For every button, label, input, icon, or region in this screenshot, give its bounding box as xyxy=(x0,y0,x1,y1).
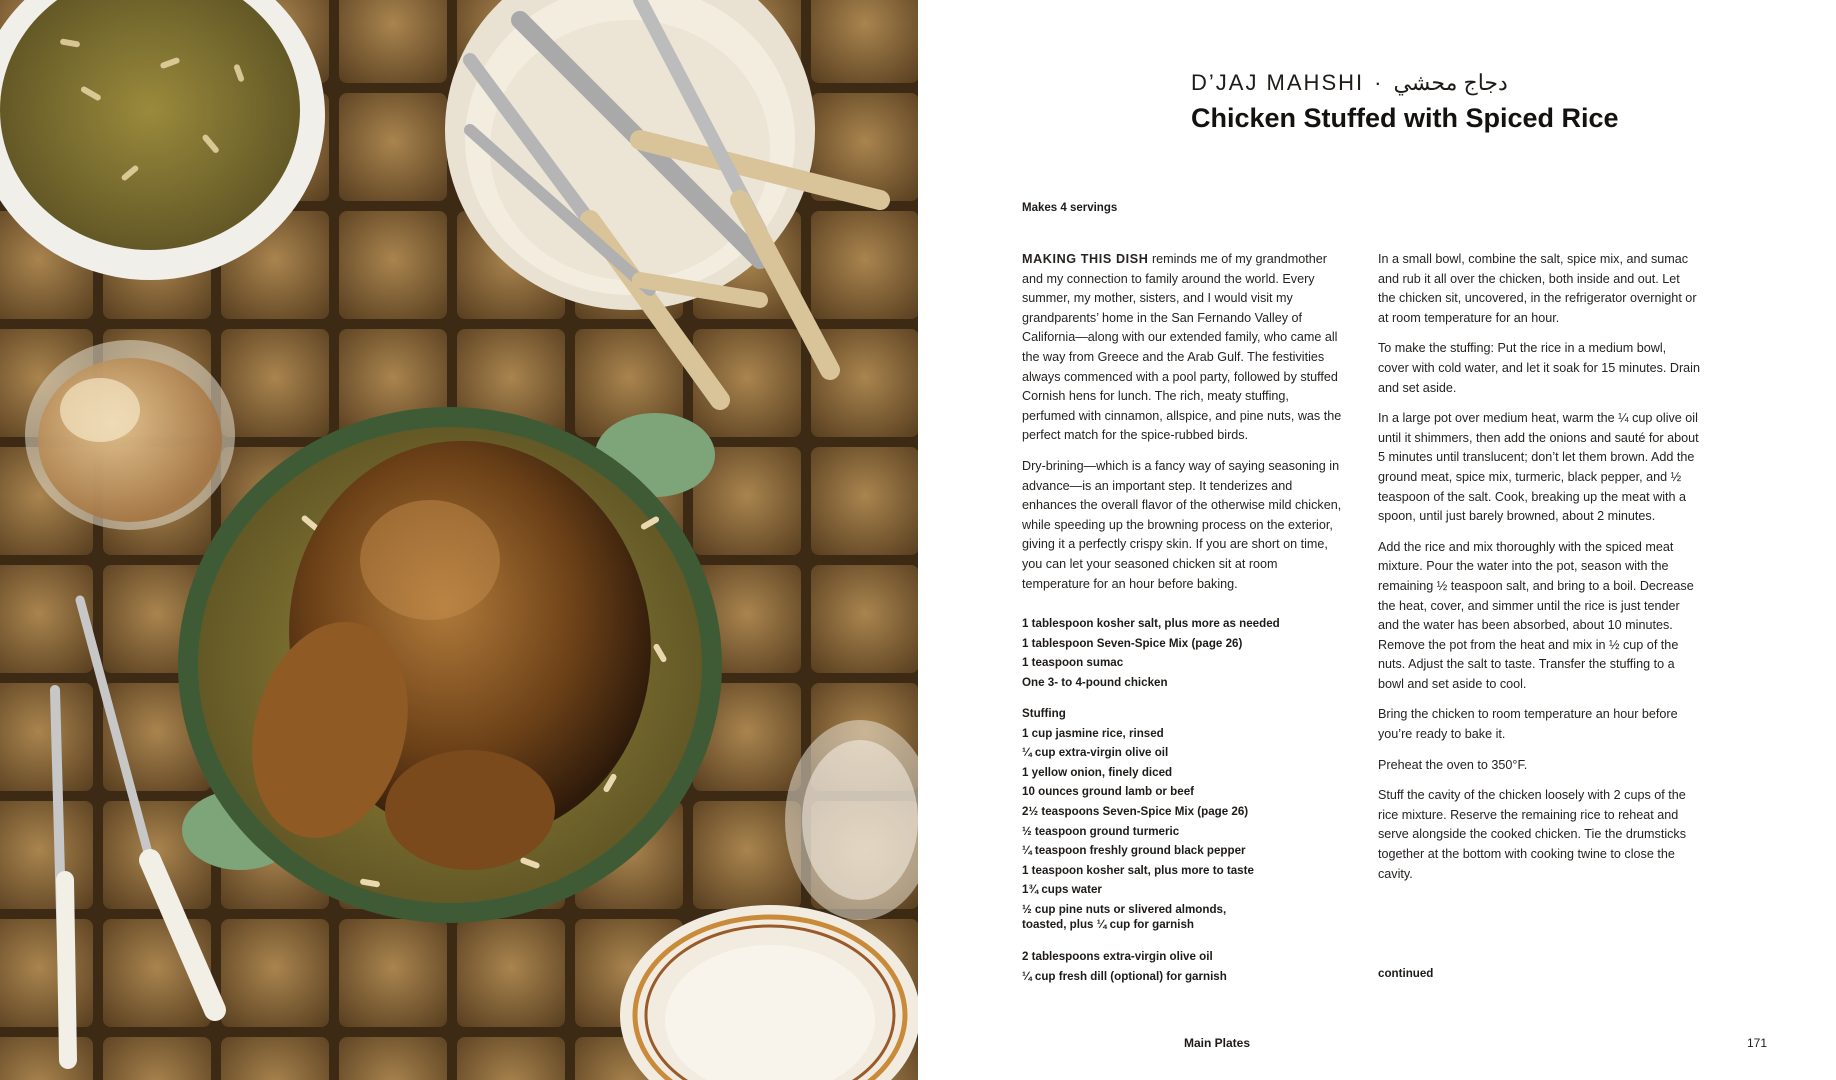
stuffing-heading: Stuffing xyxy=(1022,707,1066,720)
chicken-dish xyxy=(178,407,722,923)
running-footer: Main Plates xyxy=(1184,1036,1251,1050)
ingredient-item: 2 tablespoons extra-virgin olive oil xyxy=(1022,950,1213,963)
recipe-title: Chicken Stuffed with Spiced Rice xyxy=(1191,103,1619,133)
method-step: In a large pot over medium heat, warm the ¼ cup olive oil until it shimmers, then add the onions and sauté for about 5 minutes until translucent; don’t let them brown. Add the ground meat, spice mix, turmeric, black pepper, and ½ teaspoon of the salt. Cook, breaking up the meat with a spoon, until just barely browned, about 2 minutes. xyxy=(1378,411,1699,524)
intro-lead: MAKING THIS DISH xyxy=(1022,252,1149,266)
recipe-page xyxy=(918,0,1836,1080)
method-step: To make the stuffing: Put the rice in a medium bowl, cover with cold water, and let it soak for 15 minutes. Drain and set aside. xyxy=(1378,341,1700,395)
ingredient-item: One 3- to 4-pound chicken xyxy=(1022,675,1168,689)
method-step: Stuff the cavity of the chicken loosely with 2 cups of the rice mixture. Reserve the remaining rice to reheat and serve alongside the cooked chicken. Tie the drumsticks together at the bottom with cooking twine to close the cavity. xyxy=(1378,788,1687,881)
continued-note: continued xyxy=(1378,967,1434,980)
ingredient-item: 1 cup jasmine rice, rinsed xyxy=(1022,726,1164,740)
ingredient-item: ¼ cup fresh dill (optional) for garnish xyxy=(1022,969,1227,983)
method-column xyxy=(1378,250,1700,895)
recipe-title-native xyxy=(1191,70,1508,96)
servings: Makes 4 servings xyxy=(1022,202,1118,214)
method-step: Preheat the oven to 350°F. xyxy=(1378,757,1528,772)
ingredient-item: 1 tablespoon Seven-Spice Mix (page 26) xyxy=(1022,636,1243,650)
title-transliteration: D’JAJ MAHSHI xyxy=(1191,70,1365,95)
intro-paragraph-1-text: reminds me of my grandmother and my connection to family around the world. Every summer, my mother, sisters, and I would visit my grandparents’ home in the San Fernando Valley of California—along with our extended family, who came all the way from Greece and the Arab Gulf. The festivities always commenced with a pool party, followed by stuffed Cornish hens for lunch. The rich, meaty stuffing, perfumed with cinnamon, allspice, and pine nuts, was the perfect match for the spice-rubbed birds. xyxy=(1022,252,1342,443)
title-arabic: دجاج محشي xyxy=(1393,70,1508,95)
ingredient-item: 2½ teaspoons Seven-Spice Mix (page 26) xyxy=(1022,804,1249,818)
intro-paragraph-2: Dry-brining—which is a fancy way of saying seasoning in advance—is an important step. It tenderizes and enhances the overall flavor of the otherwise mild chicken, while speeding up the browning process on the exterior, giving it a perfectly crispy skin. If you are short on time, you can let your seasoned chicken sit at room temperature for an hour before baking. xyxy=(1022,458,1342,591)
glass xyxy=(25,340,235,530)
intro-column xyxy=(1022,250,1344,605)
page-number: 171 xyxy=(1747,1036,1768,1050)
ingredient-item: ¼ teaspoon freshly ground black pepper xyxy=(1022,844,1246,858)
ingredient-item: ¼ cup extra-virgin olive oil xyxy=(1022,746,1169,760)
ingredient-item: 1¾ cups water xyxy=(1022,883,1102,897)
method-step: Add the rice and mix thoroughly with the spiced meat mixture. Pour the water into the pot, season with the remaining ½ teaspoon salt, and bring to a boil. Decrease the heat, cover, and simmer until the rice is just tender and the water has been absorbed, about 10 minutes. Remove the pot from the heat and mix in ½ cup of the nuts. Adjust the salt to taste. Transfer the stuffing to a bowl and set aside to cool. xyxy=(1378,539,1694,691)
ingredients-stuffing xyxy=(1022,704,1262,937)
method-step: Bring the chicken to room temperature an hour before you’re ready to bake it. xyxy=(1378,707,1678,742)
ingredients-main xyxy=(1022,614,1280,692)
ingredient-item: ½ cup pine nuts or slivered almonds, toasted, plus ¼ cup for garnish xyxy=(1022,902,1227,932)
ingredient-item: 1 tablespoon kosher salt, plus more as needed xyxy=(1022,617,1280,630)
ingredients-garnish xyxy=(1022,947,1227,986)
intro-paragraph-1 xyxy=(1022,250,1344,446)
ingredient-item: 1 teaspoon sumac xyxy=(1022,656,1124,670)
ingredient-item: ½ teaspoon ground turmeric xyxy=(1022,824,1180,838)
ingredient-item: 1 yellow onion, finely diced xyxy=(1022,765,1173,779)
ingredient-item: 10 ounces ground lamb or beef xyxy=(1022,785,1195,799)
ingredient-item: 1 teaspoon kosher salt, plus more to taste xyxy=(1022,863,1254,877)
method-step: In a small bowl, combine the salt, spice mix, and sumac and rub it all over the chicken, both inside and out. Let the chicken sit, uncovered, in the refrigerator overnight or at room temperature for an hour. xyxy=(1378,252,1697,325)
title-separator: · xyxy=(1374,70,1384,95)
